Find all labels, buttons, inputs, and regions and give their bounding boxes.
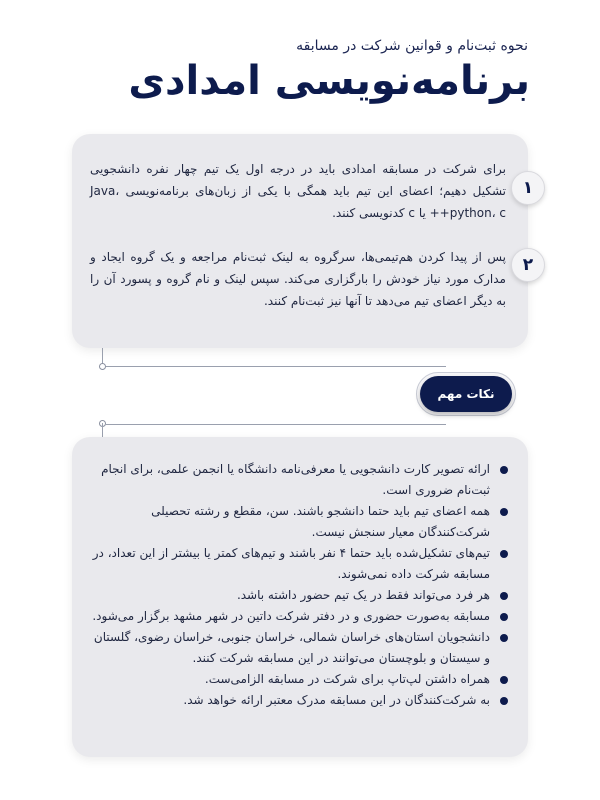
bullet-icon <box>500 508 508 516</box>
bullet-icon <box>500 634 508 642</box>
divider-line-top <box>106 366 446 367</box>
list-item <box>90 606 510 627</box>
list-item <box>90 459 510 501</box>
bullet-icon <box>500 676 508 684</box>
step-2-text: پس از پیدا کردن هم‌تیمی‌ها، سرگروه به لینک ثبت‌نام مراجعه و یک گروه ایجاد و مدارک مورد نیاز خودش را بارگزاری می‌کند. سپس لینک و نام گروه و پسورد آن را به دیگر اعضای تیم می‌دهد تا آنها نیز ثبت‌نام کنند. <box>90 250 506 308</box>
list-item <box>90 627 510 669</box>
notes-label: نکات مهم <box>420 376 512 412</box>
step-1-text: برای شرکت در مسابقه امدادی باید در درجه اول یک تیم چهار نفره دانشجویی تشکیل دهیم؛ اعضای این تیم باید همگی با یکی از زبان‌های برنامه‌نویسی Java، python، c++ یا c کدنویسی کنند. <box>90 162 506 220</box>
page-title: برنامه‌نویسی امدادی <box>128 58 530 104</box>
connector-line-bottom <box>102 423 103 437</box>
bullet-icon <box>500 592 508 600</box>
step-1-badge: ۱ <box>511 171 545 205</box>
list-item <box>90 669 510 690</box>
list-item <box>90 690 510 711</box>
steps-card <box>72 134 528 348</box>
note-text: همه اعضای تیم باید حتما دانشجو باشند. سن، مقطع و رشته تحصیلی شرکت‌کنندگان معیار سنجش نیست. <box>151 504 490 539</box>
note-text: هر فرد می‌تواند فقط در یک تیم حضور داشته باشد. <box>236 588 490 602</box>
note-text: مسابقه به‌صورت حضوری و در دفتر شرکت داتین در شهر مشهد برگزار می‌شود. <box>92 609 490 623</box>
note-text: همراه داشتن لپ‌تاپ برای شرکت در مسابقه الزامی‌ست. <box>204 672 490 686</box>
bullet-icon <box>500 466 508 474</box>
note-text: دانشجویان استان‌های خراسان شمالی، خراسان جنوبی، خراسان رضوی، گلستان و سیستان و بلوچستان می‌توانند در این مسابقه شرکت کنند. <box>93 630 490 665</box>
note-text: ارائه تصویر کارت دانشجویی یا معرفی‌نامه دانشگاه یا انجمن علمی، برای انجام ثبت‌نام ضروری است. <box>101 462 490 497</box>
note-text: به شرکت‌کنندگان در این مسابقه مدرک معتبر ارائه خواهد شد. <box>183 693 490 707</box>
connector-dot-top <box>99 363 106 370</box>
bullet-icon <box>500 550 508 558</box>
list-item <box>90 585 510 606</box>
divider-line-bottom <box>106 424 446 425</box>
list-item <box>90 543 510 585</box>
notes-list <box>90 459 510 711</box>
note-text: تیم‌های تشکیل‌شده باید حتما ۴ نفر باشند و تیم‌های کمتر یا بیشتر از این تعداد، در مسابقه شرکت داده نمی‌شوند. <box>92 546 490 581</box>
notes-card <box>72 437 528 757</box>
step-2-badge: ۲ <box>511 248 545 282</box>
list-item <box>90 501 510 543</box>
bullet-icon <box>500 697 508 705</box>
bullet-icon <box>500 613 508 621</box>
page-subtitle: نحوه ثبت‌نام و قوانین شرکت در مسابقه <box>296 38 528 54</box>
